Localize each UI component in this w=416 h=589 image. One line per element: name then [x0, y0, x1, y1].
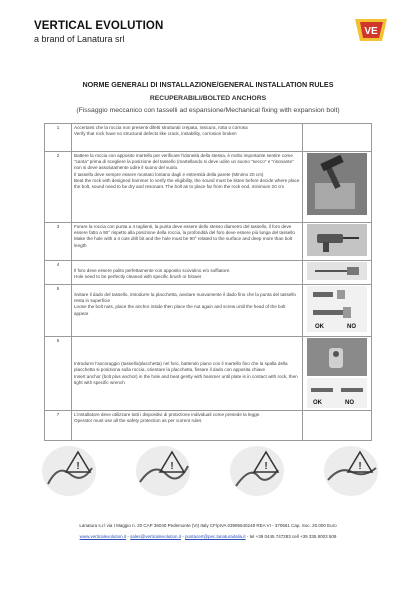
- no-label: NO: [345, 400, 354, 406]
- rock-anchor-warning-icon: [40, 444, 98, 498]
- svg-text:!: !: [358, 461, 362, 472]
- step-number: 3: [45, 223, 72, 261]
- table-row: [45, 124, 372, 152]
- step-image-cell: [303, 124, 372, 152]
- step-text-it: Forare la roccia con punta a 4 taglienti, la punta deve essere dello stesso diametro del tassello, il foro deve essere fatto a 90° rispetto alla posizione della roccia, la profondità del foro deve essere più lunga del tassello: [74, 224, 295, 236]
- phone-numbers: - tel +39 0445 747283 cell +39 335 8003 509: [245, 534, 337, 539]
- step-text: [72, 261, 303, 285]
- table-row: [45, 337, 372, 411]
- brush-photo: [307, 262, 367, 280]
- rock-anchor-warning-icon: [228, 444, 286, 498]
- step-text-en: Operator must use all the safety protection as per current rules: [74, 418, 202, 424]
- ok-label: OK: [313, 400, 322, 406]
- footer: [0, 523, 416, 539]
- table-row: [45, 285, 372, 337]
- separator: -: [126, 534, 131, 539]
- step-text-it: Battere la roccia con apposito martello per verificare l'idoneità della stessa, è molto importante sentire come "canta" prima di scegliere la posizione del tassello (martellando si deve udire un suono "secco" e "risonante" non si deve assolutamente udire il suono del vuoto.: [74, 153, 294, 171]
- step-text-it: Introdurre l'ancoraggio (tassello/placchetta) nel foro, battendo piano con il martello fino che la spalla della placchetta si posiziona sulla roccia, orientare la placchetta, fissare il dado con apposita chiave: [74, 361, 288, 373]
- step-number: 5: [45, 285, 72, 337]
- ve-logo: [352, 17, 390, 43]
- hammer-on-rock-photo: [307, 153, 367, 215]
- step-number: 1: [45, 124, 72, 152]
- ok-label: OK: [315, 324, 324, 330]
- brand-block: [34, 20, 163, 44]
- table-row: [45, 411, 372, 441]
- step-text-en: Insert anchor (bolt plus anchor) in the hole and beat gently with hammer until plate is in contact with rock, then tight with specific wrench: [74, 373, 298, 385]
- wrench-icon: [307, 378, 367, 408]
- step-text-en: Beat the rock with designed hammer to verify the eligibility, the sound must be listen before decide where place the bolt, sound need to be dry and resonant. The bolt as to place far from the rock end, minimum 20 cm: [74, 177, 300, 190]
- description-heading: (Fissaggio meccanico con tasselli ad espansione/Mechanical fixing with expansion bolt): [76, 107, 340, 114]
- rock-anchor-warning-icon: [322, 444, 380, 498]
- hammer-icon: [307, 153, 367, 215]
- step-number: 6: [45, 337, 72, 411]
- anchor-installation-photo: [307, 338, 367, 376]
- brand-title: VERTICAL EVOLUTION: [34, 20, 164, 32]
- step-text-it: Il tassello deve sempre essere montato lontano dagli e estremità della parete (Minimo 20 cm): [74, 171, 264, 177]
- main-heading: NORME GENERALI DI INSTALLAZIONE/GENERAL INSTALLATION RULES: [82, 80, 334, 89]
- step-image-cell: [303, 285, 372, 337]
- step-text: [72, 223, 303, 261]
- step-text: [72, 411, 303, 441]
- pec-email-link[interactable]: postacert@pec.lanaturaitalia.it: [184, 534, 246, 539]
- drilling-photo: [307, 224, 367, 256]
- step-text: [72, 124, 303, 152]
- table-row: [45, 261, 372, 285]
- table-row: [45, 223, 372, 261]
- step-text-en: Verify that rock have no structural defects like crack, instability, corrosion broken: [74, 131, 237, 137]
- website-link[interactable]: www.verticalevolution.it: [79, 534, 127, 539]
- svg-text:!: !: [76, 461, 80, 472]
- step-image-cell: [303, 223, 372, 261]
- rock-anchor-warning-icon: [134, 444, 192, 498]
- step-text: [72, 337, 303, 411]
- separator: -: [180, 534, 185, 539]
- installation-steps-table: [44, 123, 372, 441]
- step-text-it: Svitare il dado del tassello, introdurre la placchetta, avvitare nuovamente il dado fino che la punta del tassello resta in superficie: [74, 292, 296, 304]
- step-number: 2: [45, 152, 72, 223]
- bolt-assembly-diagram: [307, 286, 367, 332]
- step-image-cell: [303, 411, 372, 441]
- table-row: [45, 152, 372, 223]
- step-text-it: Accertarsi che la roccia non presenti difetti strutturali crepata, insicura, rotta o corrosa: [74, 125, 248, 130]
- step-text-en: Loose the bolt nuts, place the anchor inside then place the nut again and screw until the head of the bolt appear: [74, 304, 286, 316]
- company-info: Lanatura s.r.l via I Maggio n. 20 CAP 36040 Pedemonte (VI) Italy CF/pIVA 03995540248 REA VI - 370661 Cap. Soc. 20.000 Euro: [79, 523, 337, 528]
- anchor-icon: [307, 338, 367, 376]
- brush-icon: [307, 262, 367, 280]
- drill-icon: [307, 224, 367, 256]
- email-link[interactable]: sales@verticalevolution.it: [130, 534, 181, 539]
- step-image-cell: [303, 152, 372, 223]
- logo-lettering: VE: [364, 26, 378, 37]
- step-text-en: Hole need to be perfectly cleaned with specific brush or blower: [74, 274, 202, 280]
- step-text-it: L'installatore deve utilizzare tutti i dispositivi di protezione individuali come presede la legge.: [74, 412, 261, 417]
- no-label: NO: [347, 324, 356, 330]
- step-text: [72, 152, 303, 223]
- document-headings: [0, 80, 416, 114]
- contact-line: [0, 534, 416, 539]
- step-text-en: Make the hole with a 4 cuts drill bit and the hole must be 90° related to the surface and deep more than bolt length: [74, 236, 293, 248]
- step-number: 4: [45, 261, 72, 285]
- safety-icons-row: [40, 444, 380, 500]
- bolt-icon: [307, 286, 367, 332]
- step-image-cell: [303, 337, 372, 411]
- sub-heading: RECUPERABILI/BOLTED ANCHORS: [149, 95, 267, 102]
- wrench-diagram: [307, 378, 367, 408]
- step-image-cell: [303, 261, 372, 285]
- step-text: [72, 285, 303, 337]
- step-number: 7: [45, 411, 72, 441]
- step-text-it: Il foro deve essere pulito perfettamente con apposito scovolino e/o soffiatore.: [74, 268, 231, 273]
- svg-text:!: !: [170, 461, 174, 472]
- brand-subtitle: a brand of Lanatura srl: [34, 34, 125, 44]
- svg-text:!: !: [264, 461, 268, 472]
